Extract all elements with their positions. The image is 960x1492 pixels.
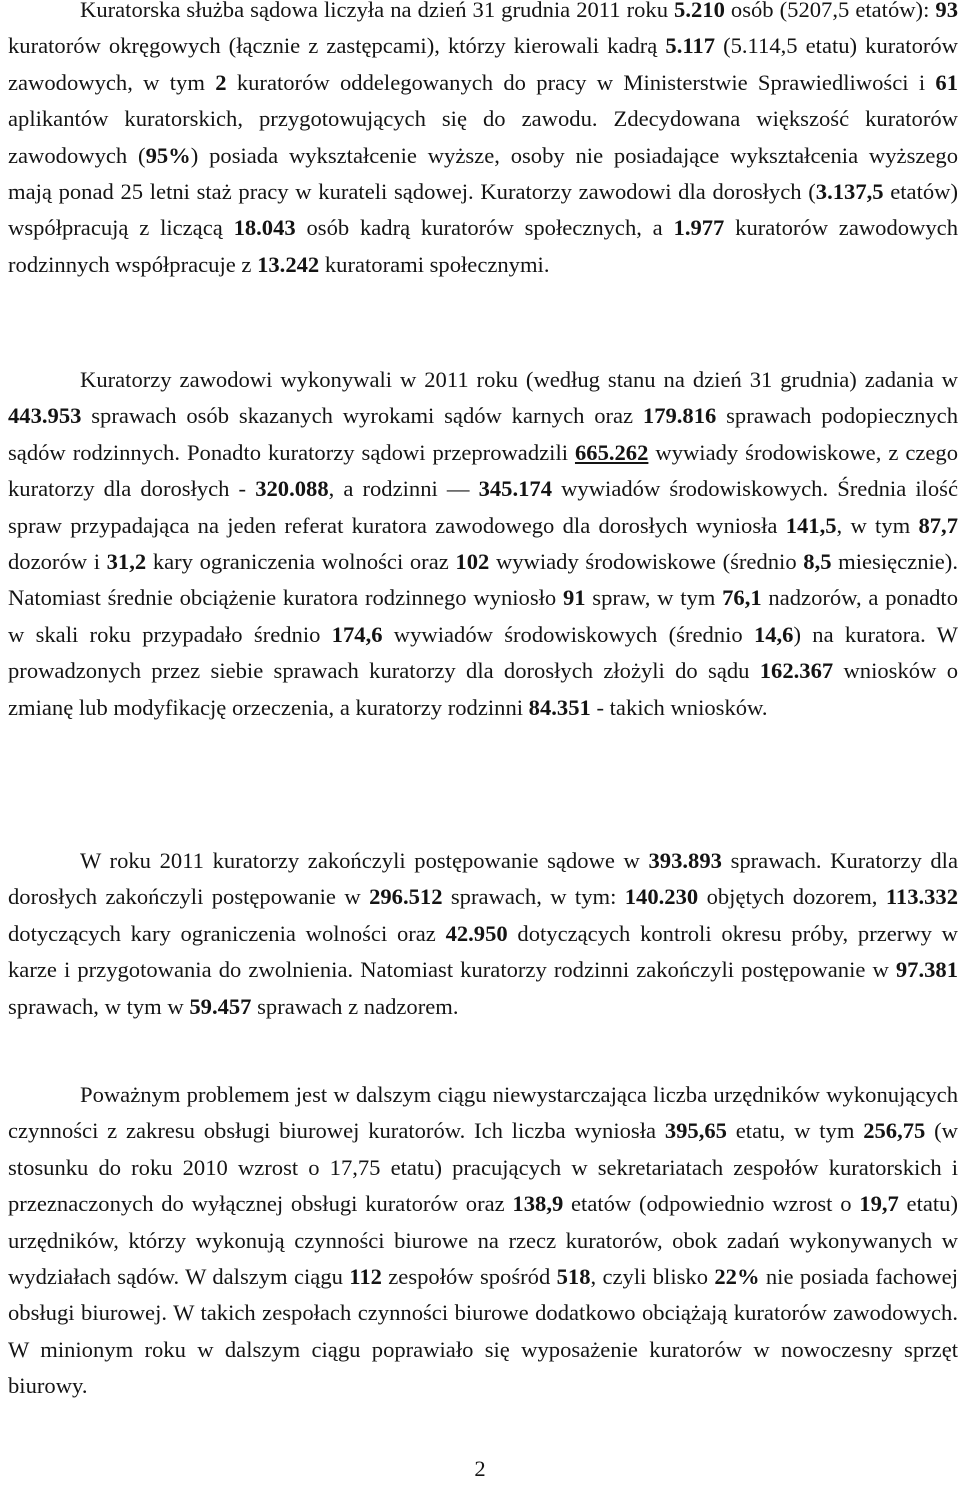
text-segment: kuratorów okręgowych (łącznie z zastępcami), którzy kierowali kadrą: [8, 33, 666, 59]
text-segment: wywiadów środowiskowych (średnio: [382, 621, 754, 647]
text-segment: 179.816: [642, 403, 717, 429]
text-segment: etatu, w tym: [726, 1118, 864, 1144]
text-segment: ) posiada wykształcenie wyższe, osoby nie posiadające wykształcenia wyższego mają ponad 25 letni staż pracy w kurateli sądowej. Kuratorzy zawodowi dla dorosłych (: [8, 142, 959, 205]
text-segment: sprawach podopiecznych sądów rodzinnych. Ponadto kuratorzy sądowi przeprowadzili: [8, 403, 958, 465]
text-segment: Kuratorska służba sądowa liczyła na dzień 31 grudnia 2011 roku: [80, 0, 675, 22]
text-segment: 19,7: [859, 1191, 899, 1217]
text-segment: sprawach. Kuratorzy dla dorosłych zakończyli postępowanie w: [8, 848, 958, 910]
text-segment: aplikantów kuratorskich, przygotowujących się do zawodu. Zdecydowana większość kuratorów zawodowych (: [8, 106, 958, 168]
text-segment: wywiady środowiskowe, z czego kuratorzy dla dorosłych -: [8, 439, 958, 502]
text-segment: 95%: [145, 142, 191, 168]
text-segment: 5.210: [674, 0, 725, 22]
text-segment: 102: [455, 549, 490, 575]
text-segment: 345.174: [478, 476, 553, 502]
text-segment: dotyczących kary ograniczenia wolności oraz: [8, 920, 446, 946]
paragraph-office-staff: [8, 1077, 958, 1405]
text-segment: 14,6: [753, 621, 794, 647]
text-segment: 518: [556, 1264, 591, 1290]
text-segment: sprawach z nadzorem.: [251, 993, 459, 1019]
text-segment: 393.893: [648, 848, 722, 873]
text-segment: 140.230: [624, 884, 699, 910]
text-segment: spraw, w tym: [585, 585, 723, 611]
text-segment: 42.950: [445, 920, 508, 946]
paragraph-caseload: [8, 362, 958, 726]
text-segment: 97.381: [895, 957, 958, 983]
text-segment: Kuratorzy zawodowi wykonywali w 2011 roku (według stanu na dzień 31 grudnia) zadania w: [80, 367, 958, 392]
text-segment: sprawach, w tym w: [8, 993, 190, 1019]
text-segment: wniosków o zmianę lub modyfikację orzeczenia, a kuratorzy rodzinni: [8, 658, 958, 720]
text-segment: kary ograniczenia wolności oraz: [146, 549, 456, 575]
text-segment: wywiady środowiskowe (średnio: [489, 549, 804, 575]
text-segment: dotyczących kontroli okresu próby, przerwy w karze i przygotowania do zwolnienia. Natomiast kuratorzy rodzinni zakończyli postępowanie w: [8, 920, 958, 983]
text-segment: sprawach osób skazanych wyrokami sądów karnych oraz: [81, 403, 643, 429]
text-segment: 61: [935, 69, 958, 95]
text-segment: 296.512: [369, 884, 443, 910]
text-segment: 141,5: [785, 512, 837, 538]
text-segment: 13.242: [257, 251, 320, 277]
text-segment: kuratorów oddelegowanych do pracy w Ministerstwie Sprawiedliwości i: [226, 69, 936, 95]
text-segment: 87,7: [918, 512, 958, 538]
text-segment: 91: [562, 585, 586, 611]
text-segment: 2: [215, 69, 227, 95]
text-segment: 138,9: [512, 1191, 564, 1217]
text-segment: 162.367: [759, 658, 834, 684]
text-segment: 22%: [714, 1264, 760, 1290]
text-segment: 665.262: [574, 439, 649, 465]
text-segment: ) na kuratora. W prowadzonych przez siebie sprawach kuratorzy dla dorosłych złożyli do sądu: [8, 621, 958, 684]
text-segment: 443.953: [8, 403, 82, 429]
text-segment: 395,65: [664, 1118, 727, 1144]
text-segment: , w tym: [836, 512, 919, 538]
text-segment: 113.332: [885, 884, 959, 910]
text-segment: nie posiada fachowej obsługi biurowej. W takich zespołach czynności biurowe dodatkowo obciążają kuratorów zawodowych. W minionym roku w dalszym ciągu poprawiało się wyposażenie kuratorów w nowoczesny sprzęt biurowy.: [8, 1264, 958, 1399]
text-segment: 8,5: [803, 549, 832, 575]
text-segment: osób (5207,5 etatów):: [724, 0, 936, 22]
text-segment: 3.137,5: [815, 179, 884, 205]
text-segment: 174,6: [331, 621, 383, 647]
text-segment: etatu) urzędników, którzy wykonują czynności biurowe na rzecz kuratorów, obok zadań wykonywanych w wydziałach sądów. W dalszym ciągu: [8, 1191, 958, 1290]
text-segment: 5.117: [665, 33, 716, 59]
page-number: 2: [474, 1456, 486, 1481]
text-segment: wywiadów środowiskowych. Średnia ilość spraw przypadająca na jeden referat kuratora zawodowego dla dorosłych wyniosła: [8, 476, 958, 538]
text-segment: , a rodzinni —: [328, 476, 479, 502]
text-segment: 320.088: [255, 476, 329, 502]
text-segment: dozorów i: [8, 549, 107, 575]
text-segment: W roku 2011 kuratorzy zakończyli postępowanie sądowe w: [80, 848, 649, 873]
text-segment: - takich wniosków.: [590, 694, 768, 720]
text-segment: etatów (odpowiednio wzrost o: [563, 1191, 860, 1217]
text-segment: 256,75: [863, 1118, 926, 1144]
text-segment: nadzorów, a ponadto w skali roku przypadało średnio: [8, 585, 958, 647]
text-segment: kuratorów zawodowych rodzinnych współpracuje z: [8, 215, 958, 277]
text-segment: 93: [935, 0, 958, 22]
text-segment: osób kadrą kuratorów społecznych, a: [295, 215, 674, 241]
text-segment: 31,2: [106, 549, 147, 575]
text-segment: , czyli blisko: [590, 1264, 715, 1290]
text-segment: objętych dozorem,: [698, 884, 886, 910]
text-segment: (w stosunku do roku 2010 wzrost o 17,75 etatu) pracujących w sekretariatach zespołów kuratorskich i przeznaczonych do wyłącznej obsługi kuratorów oraz: [8, 1118, 958, 1217]
text-segment: sprawach, w tym:: [442, 884, 625, 910]
text-segment: 76,1: [722, 585, 762, 611]
text-segment: 112: [349, 1264, 382, 1290]
paragraph-staffing: [8, 0, 958, 283]
text-segment: miesięcznie). Natomiast średnie obciążenie kuratora rodzinnego wyniosło: [8, 549, 958, 611]
text-segment: Poważnym problemem jest w dalszym ciągu niewystarczająca liczba urzędników wykonujących czynności z zakresu obsługi biurowej kuratorów. Ich liczba wyniosła: [8, 1082, 958, 1144]
text-segment: kuratorami społecznymi.: [319, 251, 550, 277]
text-segment: etatów) współpracują z liczącą: [8, 179, 958, 241]
paragraph-completed-cases: [8, 843, 958, 1025]
text-segment: 84.351: [528, 694, 591, 720]
text-segment: 59.457: [189, 993, 252, 1019]
text-segment: (5.114,5 etatu) kuratorów zawodowych, w tym: [8, 33, 958, 95]
text-segment: 18.043: [233, 215, 296, 241]
text-segment: zespołów spośród: [381, 1264, 557, 1290]
text-segment: 1.977: [673, 215, 725, 241]
